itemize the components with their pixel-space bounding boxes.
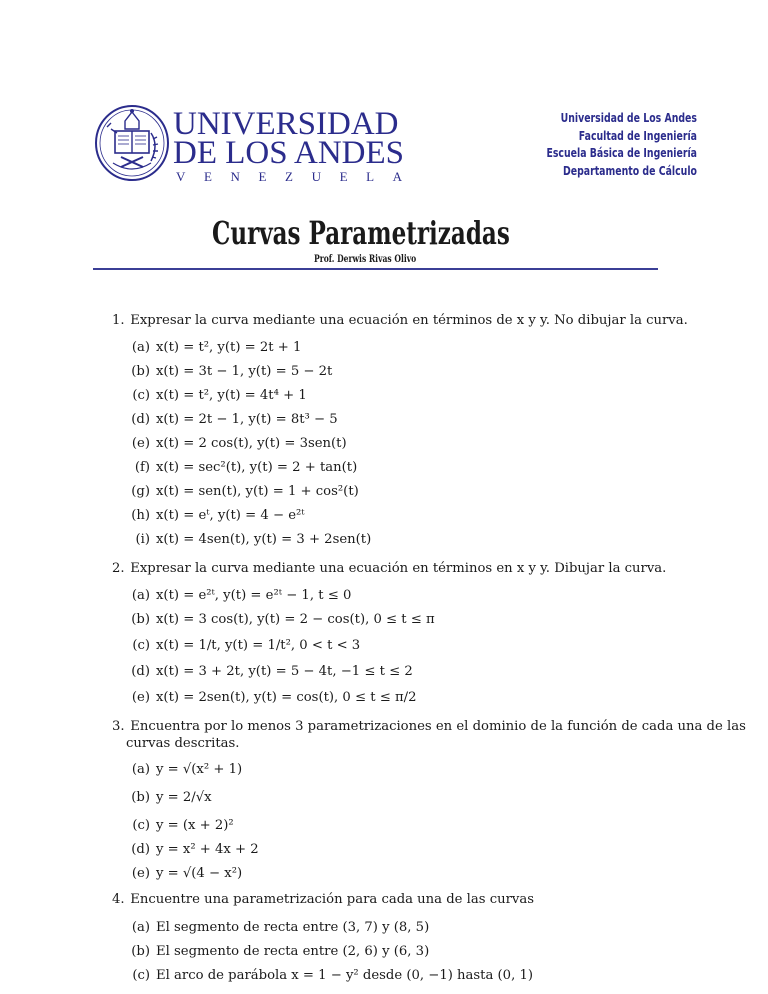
question-3 — [112, 719, 746, 734]
question-text: Encuentra por lo menos 3 parametrizaciones en el dominio de la función de cada una de las — [130, 719, 746, 734]
institution-university: Universidad de Los Andes — [560, 111, 697, 125]
institution-block — [546, 110, 697, 180]
author: Prof. Derwis Rivas Olivo — [314, 254, 417, 265]
logo-text-universidad: UNIVERSIDAD — [173, 106, 399, 142]
question-text-continued: curvas descritas. — [126, 736, 240, 751]
institution-faculty: Facultad de Ingeniería — [578, 128, 697, 143]
question-number: 2. — [112, 561, 125, 576]
question-2 — [112, 561, 666, 576]
logo-text-venezuela: VENEZUELA — [176, 169, 421, 184]
university-logo — [93, 103, 421, 185]
question-1 — [112, 313, 688, 328]
question-number: 1. — [112, 313, 125, 328]
page-title: Curvas Parametrizadas — [212, 214, 510, 252]
institution-school: Escuela Básica de Ingeniería — [546, 146, 697, 160]
question-4 — [112, 892, 534, 907]
university-emblem-icon — [93, 103, 171, 183]
question-number: 3. — [112, 719, 125, 734]
header-divider — [93, 268, 658, 270]
question-text: Encuentre una parametrización para cada una de las curvas — [130, 892, 534, 907]
institution-department: Departamento de Cálculo — [562, 163, 697, 178]
question-number: 4. — [112, 892, 125, 907]
logo-text-de-los-andes: DE LOS ANDES — [173, 135, 405, 171]
question-text: Expresar la curva mediante una ecuación en términos en x y y. Dibujar la curva. — [130, 561, 667, 576]
question-text: Expresar la curva mediante una ecuación en términos de x y y. No dibujar la curva. — [130, 313, 688, 328]
